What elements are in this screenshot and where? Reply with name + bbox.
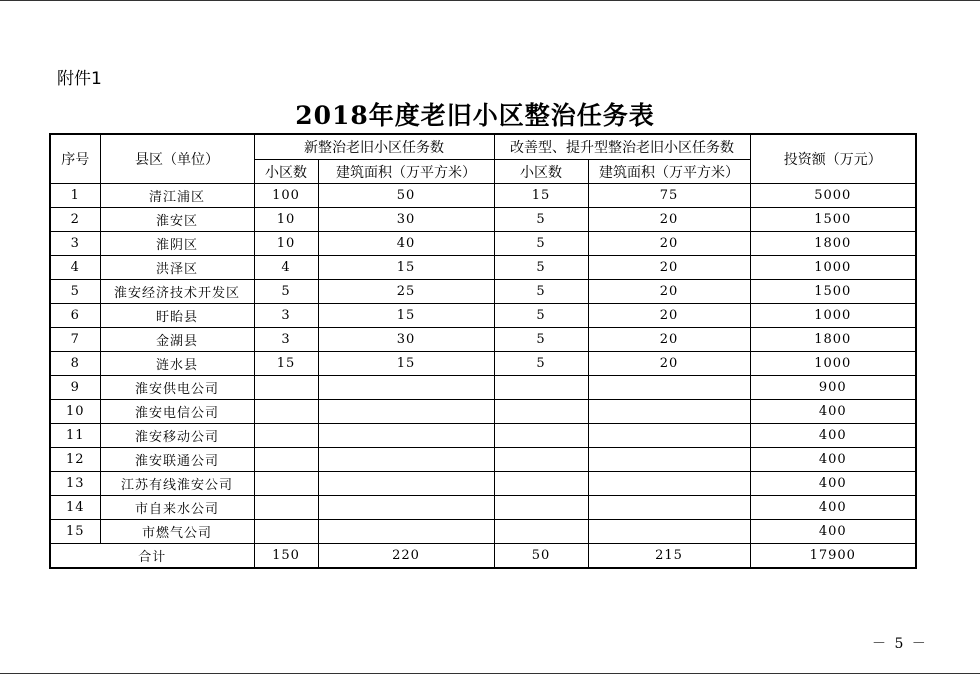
cell-new-area: 25 bbox=[318, 280, 494, 304]
cell-new-count: 5 bbox=[254, 280, 318, 304]
cell-county: 淮安经济技术开发区 bbox=[100, 280, 254, 304]
cell-investment: 1000 bbox=[750, 256, 916, 280]
cell-imp-count: 5 bbox=[494, 208, 588, 232]
table-row bbox=[50, 520, 916, 544]
total-new-area: 220 bbox=[318, 544, 494, 569]
cell-seq: 13 bbox=[50, 472, 100, 496]
cell-county: 淮安联通公司 bbox=[100, 448, 254, 472]
cell-investment: 1000 bbox=[750, 352, 916, 376]
cell-new-area bbox=[318, 376, 494, 400]
cell-imp-count: 5 bbox=[494, 232, 588, 256]
cell-new-count: 10 bbox=[254, 208, 318, 232]
cell-seq: 11 bbox=[50, 424, 100, 448]
cell-investment: 400 bbox=[750, 520, 916, 544]
cell-county: 清江浦区 bbox=[100, 184, 254, 208]
header-group-new: 新整治老旧小区任务数 bbox=[254, 134, 494, 160]
table-row bbox=[50, 496, 916, 520]
cell-imp-area: 75 bbox=[588, 184, 750, 208]
table-row bbox=[50, 280, 916, 304]
cell-investment: 1800 bbox=[750, 232, 916, 256]
cell-seq: 5 bbox=[50, 280, 100, 304]
cell-imp-area bbox=[588, 424, 750, 448]
document-title: 2018年度老旧小区整治任务表 bbox=[295, 101, 655, 130]
task-table bbox=[49, 133, 917, 569]
cell-new-count: 3 bbox=[254, 328, 318, 352]
cell-imp-area bbox=[588, 520, 750, 544]
cell-new-count bbox=[254, 376, 318, 400]
total-new-count: 150 bbox=[254, 544, 318, 569]
cell-imp-count bbox=[494, 376, 588, 400]
table-row bbox=[50, 304, 916, 328]
cell-new-count: 3 bbox=[254, 304, 318, 328]
cell-new-area: 15 bbox=[318, 304, 494, 328]
cell-county: 淮安移动公司 bbox=[100, 424, 254, 448]
header-seq: 序号 bbox=[50, 134, 100, 184]
cell-seq: 6 bbox=[50, 304, 100, 328]
cell-imp-area bbox=[588, 448, 750, 472]
total-row bbox=[50, 544, 916, 569]
cell-imp-count bbox=[494, 400, 588, 424]
cell-investment: 400 bbox=[750, 472, 916, 496]
cell-county: 洪泽区 bbox=[100, 256, 254, 280]
cell-imp-area bbox=[588, 496, 750, 520]
total-label: 合计 bbox=[50, 544, 254, 569]
cell-imp-count: 5 bbox=[494, 304, 588, 328]
header-imp-count: 小区数 bbox=[494, 160, 588, 184]
cell-imp-area bbox=[588, 376, 750, 400]
cell-new-count: 4 bbox=[254, 256, 318, 280]
cell-new-area bbox=[318, 472, 494, 496]
cell-imp-count bbox=[494, 520, 588, 544]
cell-imp-count bbox=[494, 424, 588, 448]
bottom-rule bbox=[0, 673, 980, 674]
cell-imp-count: 5 bbox=[494, 280, 588, 304]
cell-new-area bbox=[318, 400, 494, 424]
cell-investment: 1500 bbox=[750, 280, 916, 304]
table-row bbox=[50, 448, 916, 472]
cell-investment: 400 bbox=[750, 400, 916, 424]
table-row bbox=[50, 352, 916, 376]
table-row bbox=[50, 424, 916, 448]
cell-new-count bbox=[254, 424, 318, 448]
cell-imp-area bbox=[588, 400, 750, 424]
cell-seq: 10 bbox=[50, 400, 100, 424]
table-row bbox=[50, 472, 916, 496]
cell-new-area bbox=[318, 424, 494, 448]
cell-new-count bbox=[254, 520, 318, 544]
cell-seq: 8 bbox=[50, 352, 100, 376]
cell-investment: 1500 bbox=[750, 208, 916, 232]
header-new-count: 小区数 bbox=[254, 160, 318, 184]
cell-seq: 9 bbox=[50, 376, 100, 400]
header-imp-area: 建筑面积（万平方米） bbox=[588, 160, 750, 184]
cell-imp-area bbox=[588, 472, 750, 496]
cell-imp-count bbox=[494, 448, 588, 472]
cell-new-area: 30 bbox=[318, 328, 494, 352]
cell-new-count bbox=[254, 400, 318, 424]
cell-county: 江苏有线淮安公司 bbox=[100, 472, 254, 496]
cell-imp-count bbox=[494, 496, 588, 520]
cell-new-count bbox=[254, 496, 318, 520]
cell-new-count bbox=[254, 448, 318, 472]
header-county: 县区（单位） bbox=[100, 134, 254, 184]
cell-new-count: 15 bbox=[254, 352, 318, 376]
cell-investment: 400 bbox=[750, 424, 916, 448]
header-group-improve: 改善型、提升型整治老旧小区任务数 bbox=[494, 134, 750, 160]
cell-imp-count: 5 bbox=[494, 256, 588, 280]
cell-investment: 1000 bbox=[750, 304, 916, 328]
cell-county: 盱眙县 bbox=[100, 304, 254, 328]
table-row bbox=[50, 376, 916, 400]
header-row-1 bbox=[50, 134, 916, 160]
table-body bbox=[50, 184, 916, 569]
cell-imp-count: 15 bbox=[494, 184, 588, 208]
cell-seq: 4 bbox=[50, 256, 100, 280]
cell-new-count bbox=[254, 472, 318, 496]
cell-investment: 400 bbox=[750, 448, 916, 472]
cell-imp-count: 5 bbox=[494, 328, 588, 352]
cell-investment: 400 bbox=[750, 496, 916, 520]
table-row bbox=[50, 184, 916, 208]
cell-seq: 1 bbox=[50, 184, 100, 208]
cell-investment: 900 bbox=[750, 376, 916, 400]
cell-new-count: 10 bbox=[254, 232, 318, 256]
cell-seq: 2 bbox=[50, 208, 100, 232]
cell-investment: 1800 bbox=[750, 328, 916, 352]
cell-imp-area: 20 bbox=[588, 328, 750, 352]
cell-imp-count: 5 bbox=[494, 352, 588, 376]
page-number: － 5 － bbox=[872, 636, 928, 652]
cell-county: 淮安电信公司 bbox=[100, 400, 254, 424]
cell-new-area: 30 bbox=[318, 208, 494, 232]
cell-county: 淮安区 bbox=[100, 208, 254, 232]
cell-seq: 15 bbox=[50, 520, 100, 544]
top-rule bbox=[0, 0, 980, 1]
header-investment: 投资额（万元） bbox=[750, 134, 916, 184]
cell-imp-area: 20 bbox=[588, 256, 750, 280]
table-row bbox=[50, 208, 916, 232]
cell-county: 淮阴区 bbox=[100, 232, 254, 256]
header-new-area: 建筑面积（万平方米） bbox=[318, 160, 494, 184]
cell-new-count: 100 bbox=[254, 184, 318, 208]
cell-seq: 12 bbox=[50, 448, 100, 472]
cell-imp-area: 20 bbox=[588, 208, 750, 232]
cell-new-area bbox=[318, 520, 494, 544]
cell-new-area bbox=[318, 448, 494, 472]
cell-county: 市自来水公司 bbox=[100, 496, 254, 520]
total-imp-count: 50 bbox=[494, 544, 588, 569]
cell-county: 涟水县 bbox=[100, 352, 254, 376]
cell-investment: 5000 bbox=[750, 184, 916, 208]
cell-county: 淮安供电公司 bbox=[100, 376, 254, 400]
cell-new-area: 40 bbox=[318, 232, 494, 256]
attachment-label: 附件1 bbox=[57, 69, 102, 89]
cell-imp-area: 20 bbox=[588, 352, 750, 376]
cell-new-area: 50 bbox=[318, 184, 494, 208]
cell-new-area: 15 bbox=[318, 352, 494, 376]
table-row bbox=[50, 232, 916, 256]
table-row bbox=[50, 328, 916, 352]
cell-seq: 3 bbox=[50, 232, 100, 256]
cell-seq: 14 bbox=[50, 496, 100, 520]
cell-imp-area: 20 bbox=[588, 280, 750, 304]
cell-county: 金湖县 bbox=[100, 328, 254, 352]
cell-imp-area: 20 bbox=[588, 304, 750, 328]
table-row bbox=[50, 400, 916, 424]
cell-imp-area: 20 bbox=[588, 232, 750, 256]
total-imp-area: 215 bbox=[588, 544, 750, 569]
cell-new-area bbox=[318, 496, 494, 520]
total-investment: 17900 bbox=[750, 544, 916, 569]
table-row bbox=[50, 256, 916, 280]
cell-county: 市燃气公司 bbox=[100, 520, 254, 544]
cell-seq: 7 bbox=[50, 328, 100, 352]
cell-new-area: 15 bbox=[318, 256, 494, 280]
cell-imp-count bbox=[494, 472, 588, 496]
